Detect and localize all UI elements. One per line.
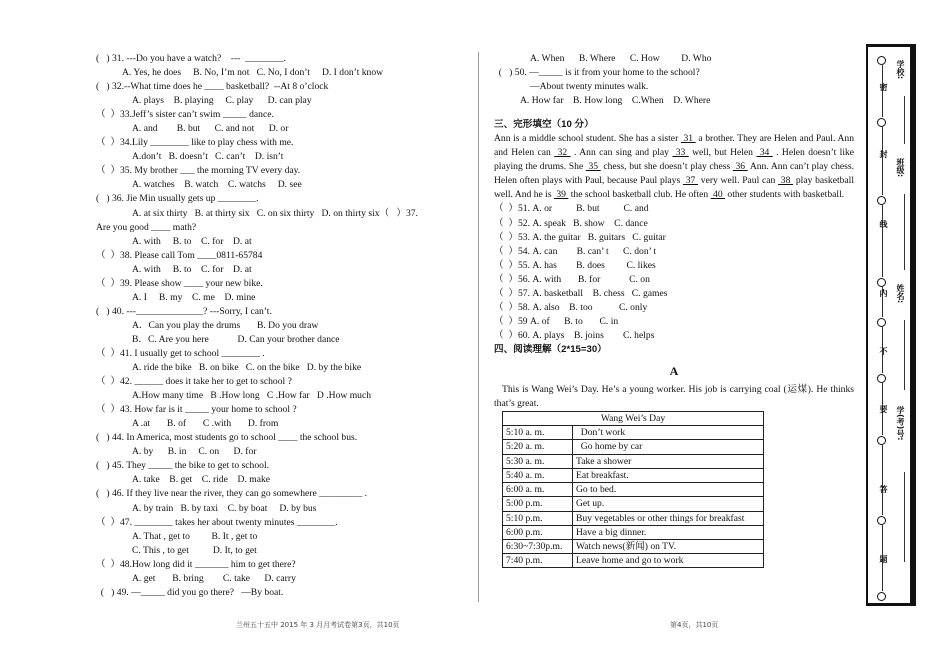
seal-dotted-line [882,127,883,195]
question-options: A. How far B. How long C.When D. Where [520,95,711,107]
passage-label: A [669,363,679,378]
seal-circle [877,516,886,525]
seal-dotted-line [882,205,883,277]
seal-circle [877,118,886,127]
schedule-row [503,525,764,539]
question-stem: Are you good ____ math? [96,221,197,233]
question-stem: （ ）33.Jeff’s sister can’t swim _____ dance. [96,109,274,121]
question-options: A.don’t B. doesn’t C. can’t D. isn’t [132,151,284,163]
cloze-blank: 38 [778,175,794,187]
passage-intro: This is Wang Wei’s Day. He’s a young worker. His job is carrying coal (运煤). He thinks that’s great. [494,383,854,410]
question-options: A. get B. bring C. take D. carry [132,572,296,584]
question-options: A. with B. to C. for D. at [132,235,252,247]
schedule-time: 5:20 a. m. [503,440,573,454]
question-options: A. with B. to C. for D. at [132,263,252,275]
cloze-paragraph: Ann is a middle school student. She has a sister 31 a brother. They are Helen and Paul. Ann and Helen can 32 . Ann can sing and play 33 well, but Helen 34 . Helen doesn’t like playing the drums. She 35 chess, but she doesn’t play chess 36 Ann. Ann can’t play chess. Helen often plays with Paul, because Paul plays 37 very well. Paul can 38 play basketball well. And he is 39 the school basketball club. He often 40 other students with basketball. [494,133,855,201]
question-stem: （ ）41. I usually get to school ________ . [96,347,265,359]
schedule-activity: Go to bed. [573,483,764,497]
question-options: A. plays B. playing C. play D. can play [132,95,312,107]
schedule-time: 5:00 p.m. [503,497,573,511]
question-stem: ( ) 50. —_____ is it from your home to the school? [494,67,700,79]
question-stem: ( ) 36. Jie Min usually gets up ________. [96,193,259,205]
seal-char: 不 [879,347,888,355]
question-options: A .at B. of C .with D. from [132,418,279,430]
question-stem: ( ) 44. In America, most students go to school ____ the school bus. [96,432,358,444]
schedule-activity: Leave home and go to work [573,554,764,568]
schedule-row [503,440,764,454]
question-options: A. ride the bike B. on bike C. on the bike D. by the bike [132,362,362,374]
schedule-row [503,454,764,468]
schedule-table [502,411,764,568]
question-stem: （ ）43. How far is it _____ your home to school ? [96,404,297,416]
schedule-time: 5:10 a. m. [503,426,573,440]
footer-left: 兰州五十五中 2015 年 3 月月考试卷第3页，共10页 [236,621,400,629]
seal-circle [877,592,886,601]
binding-field-label: 姓名: [896,284,905,304]
seal-circle [877,374,886,383]
schedule-row [503,511,764,525]
binding-field-line[interactable] [904,96,905,144]
question-stem: ( ) 46. If they live near the river, they can go somewhere _________ . [96,488,368,500]
question-stem: （ ）48.How long did it _______ him to get there? [96,558,296,570]
question-options: A. I B. my C. me D. mine [132,291,256,303]
schedule-row [503,554,764,568]
seal-circle [877,318,886,327]
schedule-activity: Don’t work [573,426,764,440]
left-column [96,52,468,600]
question-options: A. watches B. watch C. watchs D. see [132,179,302,191]
schedule-row [503,468,764,482]
binding-field-line[interactable] [904,194,905,270]
question-stem: （ ）47. ________ takes her about twenty minutes ________. [96,516,338,528]
cloze-blank: 34 [756,147,773,159]
seal-char: 内 [879,289,888,297]
cloze-option-row: （ ）52. A. speak B. show C. dance [494,217,648,229]
cloze-blank: 37 [682,175,699,187]
binding-strip [866,44,914,606]
question-stem: ( ) 31. ---Do you have a watch? --- ________. [96,53,286,64]
binding-field-label: 学(考)号: [896,406,905,441]
schedule-row [503,497,764,511]
right-column [494,52,854,568]
seal-char: 封 [879,150,888,158]
seal-char: 要 [879,405,888,413]
schedule-activity: Go home by car [573,440,764,454]
question-options: A. at six thirty B. at thirty six C. on six thirty D. on thirty six（ ）37. [132,207,418,219]
cloze-option-row: （ ）57. A. basketball B. chess C. games [494,287,668,299]
schedule-time: 7:40 p.m. [503,554,573,568]
seal-char: 题 [879,555,888,563]
question-options: A. by B. in C. on D. for [132,446,257,458]
column-divider [478,52,479,602]
schedule-time: 5:10 p.m. [503,511,573,525]
schedule-activity: Watch news(新闻) on TV. [573,539,764,553]
cloze-blank: 36 [732,161,748,173]
seal-char: 线 [879,220,888,228]
question-options: B．C. Are you here D. Can your brother dance [132,333,340,345]
cloze-option-row: （ ）60. A. plays B. joins C. helps [494,329,655,341]
schedule-activity: Have a big dinner. [573,525,764,539]
schedule-row [503,483,764,497]
question-stem: ( ) 49. —_____ did you go there? —By boat. [96,586,284,598]
question-options: A. That , get to B. It , get to [132,530,258,542]
cloze-options [494,202,854,342]
cloze-option-row: （ ）53. A. the guitar B. guitars C. guitar [494,231,666,243]
seal-circle [877,278,886,287]
schedule-activity: Eat breakfast. [573,468,764,482]
section-4-title: 四、阅读理解（2*15=30） [494,343,607,355]
question-options: A. take B. get C. ride D. make [132,474,271,486]
cloze-blank: 35 [585,161,601,173]
binding-field-label: 学校: [896,60,905,80]
cloze-blank: 40 [710,189,726,201]
schedule-time: 6:00 a. m. [503,483,573,497]
question-options: A. Yes, he does B. No, I’m not C. No, I don’t D. I don’t know [122,67,384,79]
schedule-activity: Buy vegetables or other things for breakfast [573,511,764,525]
seal-dotted-line [882,65,883,117]
question-stem: （ ）34.Lily ________ like to play chess with me. [96,137,294,149]
cloze-option-row: （ ）54. A. can B. can’ t C. don’ t [494,245,657,257]
cloze-option-row: （ ）58. A. also B. too C. only [494,301,648,313]
cloze-blank: 33 [672,147,689,159]
seal-dotted-line [882,445,883,515]
cloze-option-row: （ ）56. A. with B. for C. on [494,273,650,285]
seal-circle [877,436,886,445]
question-options: A. When B. Where C. How D. Who [530,53,712,64]
schedule-row [503,539,764,553]
schedule-time: 6:00 p.m. [503,525,573,539]
question-options: C. This , to get D. It, to get [132,544,257,556]
question-options: —About twenty minutes walk. [530,81,649,93]
seal-circle [877,56,886,65]
question-stem: ( ) 40. ---______________? ---Sorry, I can’t. [96,305,272,317]
cloze-blank: 31 [680,133,696,145]
schedule-title: Wang Wei’s Day [503,412,764,426]
cloze-blank: 39 [553,189,569,201]
question-stem: （ ）38. Please call Tom ____0811-65784 [96,249,263,261]
cloze-option-row: （ ）55. A. has B. does C. likes [494,259,656,271]
schedule-time: 5:30 a. m. [503,454,573,468]
cloze-option-row: （ ）51. A. or B. but C. and [494,203,649,215]
binding-strip-edge [910,44,916,606]
section-3-title: 三、完形填空（10 分） [494,119,594,131]
binding-field-line[interactable] [904,320,905,390]
schedule-activity: Take a shower [573,454,764,468]
cloze-option-row: （ ）59 A. of B. to C. in [494,315,619,327]
question-stem: （ ）39. Please show ____ your new bike. [96,277,263,289]
schedule-row [503,426,764,440]
question-stem: （ ）35. My brother ___ the morning TV every day. [96,165,301,177]
question-stem: ( ) 45. They _____ the bike to get to school. [96,460,270,472]
question-stem: ( ) 32.--What time does he ____ basketball? --At 8 o’clock [96,81,329,93]
question-options: A. and B. but C. and not D. or [132,123,289,135]
schedule-activity: Get up. [573,497,764,511]
binding-field-label: 班级: [896,158,905,178]
question-options: A. by train B. by taxi C. by boat D. by bus [132,502,317,514]
seal-circle [877,196,886,205]
schedule-time: 6:30~7:30p.m. [503,539,573,553]
schedule-time: 5:40 a. m. [503,468,573,482]
cloze-blank: 32 [554,147,571,159]
question-stem: （ ）42. ______ does it take her to get to school ? [96,376,292,388]
footer-right: 第4页，共10页 [670,621,719,629]
seal-char: 密 [879,83,888,91]
question-options: A.How many time B .How long C .How far D .How much [132,390,372,402]
seal-char: 答 [879,485,888,493]
binding-field-line[interactable] [904,472,905,562]
question-options: A．Can you play the drums B. Do you draw [132,319,319,331]
